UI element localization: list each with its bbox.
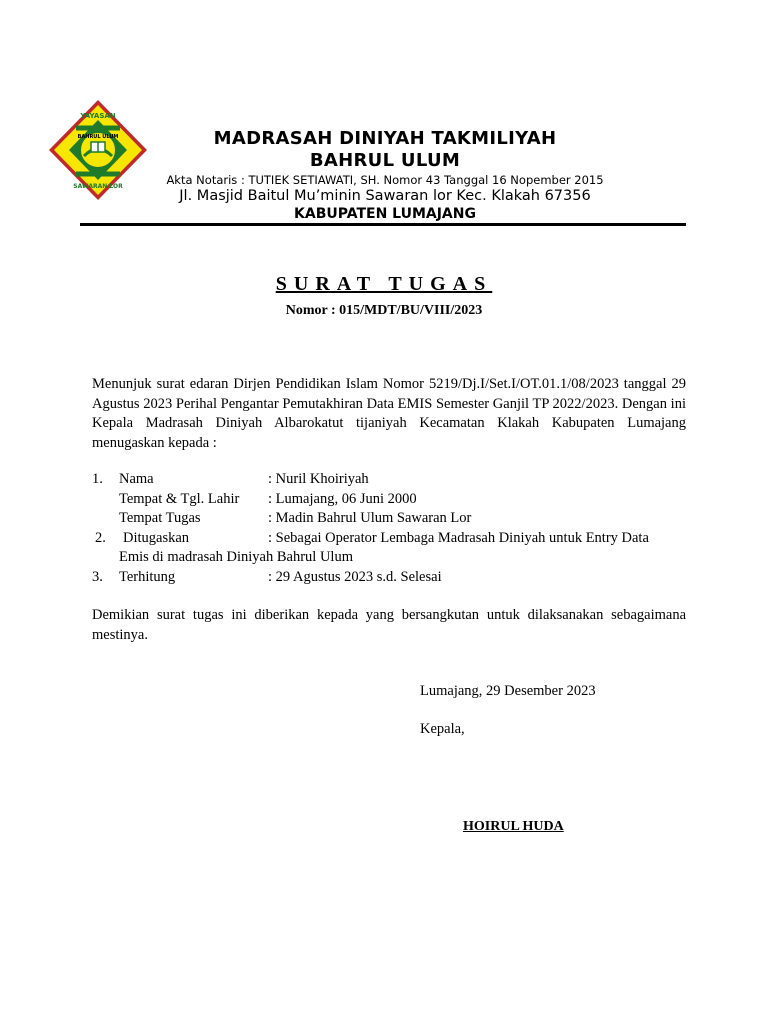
period-value: : 29 Agustus 2023 s.d. Selesai <box>268 568 442 585</box>
list-item <box>92 470 686 490</box>
name-value: : Nuril Khoiriyah <box>268 471 369 487</box>
list-item <box>92 529 686 549</box>
assigned-value: : Sebagai Operator Lembaga Madrasah Diniyah untuk Entry Data <box>268 529 649 546</box>
list-item <box>92 490 686 510</box>
list-item <box>92 509 686 529</box>
notary-line: Akta Notaris : TUTIEK SETIAWATI, SH. Nomor 43 Tanggal 16 Nopember 2015 <box>166 173 604 187</box>
regency-line: KABUPATEN LUMAJANG <box>294 206 476 222</box>
closing-paragraph: Demikian surat tugas ini diberikan kepada yang bersangkutan untuk dilaksanakan sebagaimana mestinya. <box>92 607 686 643</box>
list-item <box>92 568 686 588</box>
opening-paragraph: Menunjuk surat edaran Dirjen Pendidikan Islam Nomor 5219/Dj.I/Set.I/OT.01.1/08/2023 tanggal 29 Agustus 2023 Perihal Pengantar Pemutakhiran Data EMIS Semester Ganjil TP 2022/2023. Dengan ini Kepala Madrasah Diniyah Albarokatut tijaniyah Kecamatan Klakah Kabupaten Lumajang menugaskan kepada : <box>92 376 686 451</box>
item-number: 1. <box>92 471 103 487</box>
institution-name-line2: BAHRUL ULUM <box>309 150 461 171</box>
logo-center-text: BAHRUL ULUM <box>77 134 119 140</box>
letterhead-text <box>155 128 615 223</box>
address-line: Jl. Masjid Baitul Mu’minin Sawaran lor Kec. Klakah 67356 <box>179 188 591 204</box>
assigned-value-continued: Emis di madrasah Diniyah Bahrul Ulum <box>119 549 353 565</box>
logo-top-text: YAYASAN <box>80 112 116 120</box>
workplace-value: : Madin Bahrul Ulum Sawaran Lor <box>268 510 472 526</box>
birth-label: Tempat & Tgl. Lahir <box>119 490 240 507</box>
signatory-name: HOIRUL HUDA <box>463 819 564 834</box>
item-number: 2. <box>95 529 106 546</box>
madrasah-logo <box>46 98 150 202</box>
period-label: Terhitung <box>119 568 176 585</box>
signatory-position: Kepala, <box>420 721 465 737</box>
workplace-label: Tempat Tugas <box>119 510 201 526</box>
logo-bottom-text: SAWARAN LOR <box>73 183 123 190</box>
place-date: Lumajang, 29 Desember 2023 <box>420 683 596 699</box>
name-label: Nama <box>119 471 154 487</box>
item-number: 3. <box>92 568 103 585</box>
assignment-list <box>92 470 686 587</box>
document-number: Nomor : 015/MDT/BU/VIII/2023 <box>285 303 483 318</box>
list-item <box>92 548 686 568</box>
document-title: SURAT TUGAS <box>275 273 493 295</box>
assigned-label: Ditugaskan <box>123 529 190 546</box>
letterhead-divider <box>80 223 686 226</box>
institution-name-line1: MADRASAH DINIYAH TAKMILIYAH <box>213 128 557 149</box>
birth-value: : Lumajang, 06 Juni 2000 <box>268 490 417 507</box>
